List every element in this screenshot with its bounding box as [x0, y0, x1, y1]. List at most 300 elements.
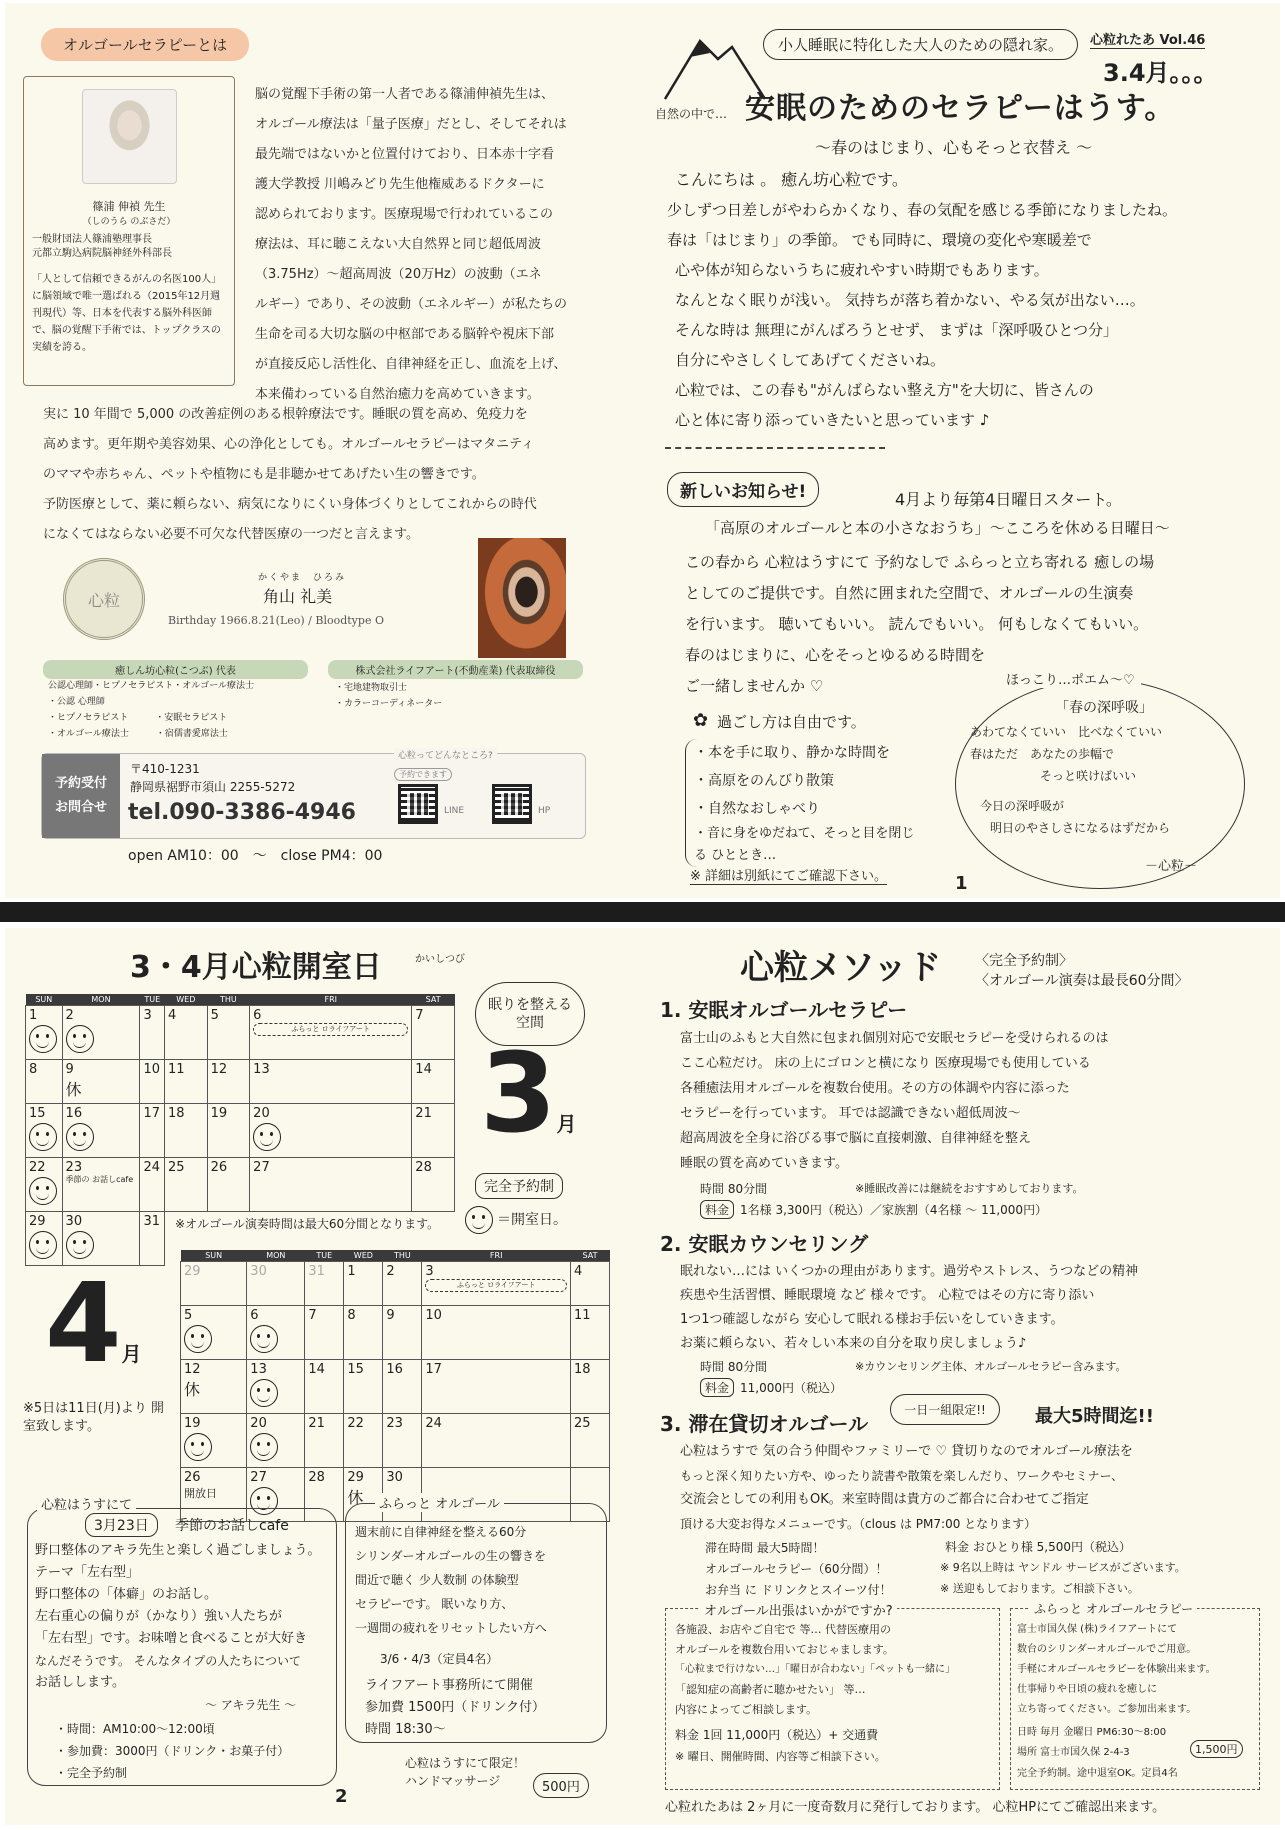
- owner-ruby: かくやま ひろみ: [258, 573, 347, 583]
- cal-day: 1: [344, 1261, 383, 1305]
- cal-day: 5: [207, 1005, 250, 1059]
- cal-day: 8: [26, 1059, 63, 1103]
- calendar-title-ruby: かいしつび: [415, 954, 465, 965]
- poem-tag: ほっこり…ポエム～♡: [1000, 669, 1141, 688]
- cal-day: 28: [412, 1157, 455, 1211]
- intro-line: ルギー）であり、その波動（エネルギー）が私たちの: [255, 297, 568, 312]
- poem-line: 今日の深呼吸が: [980, 799, 1065, 813]
- cal-day: 14: [412, 1059, 455, 1103]
- march-calendar: [25, 994, 455, 1266]
- poem-sign: －心粒－: [1145, 859, 1198, 874]
- yoyaku-tag: 完全予約制: [475, 1173, 563, 1199]
- cal-day-open[interactable]: 1: [26, 1005, 63, 1059]
- booking-tel[interactable]: tel.090-3386-4946: [128, 800, 356, 825]
- page-number-2: 2: [335, 1786, 348, 1807]
- cal-day: 31: [140, 1211, 165, 1265]
- furatto-line: 富士市国久保 (株)ライフアートにて: [1017, 1624, 1178, 1635]
- s3-note-1: ※ 9名以上時は ヤンドル サービスがございます。: [940, 1561, 1186, 1574]
- cafe-lines: [35, 1540, 335, 1694]
- poem-line: 明日のやさしさになるはずだから: [990, 821, 1171, 835]
- cal-day-prev: 29: [181, 1261, 247, 1305]
- cafe-line: なんだそうです。 そんなタイプの人たちについて: [35, 1654, 302, 1668]
- s2-time-note: ※カウンセリング主体、オルゴールセラピー含みます。: [855, 1360, 1127, 1373]
- s3-line: 頂ける大変お得なメニューです。（clous は PM7:00 となります）: [680, 1517, 1037, 1531]
- booking-note: 心粒ってどんなところ?: [394, 748, 497, 761]
- cal-day-open[interactable]: 13: [247, 1359, 305, 1413]
- doctor-role1: 一般財団法人篠浦塾理事長: [32, 234, 152, 245]
- s2-fee-text: 11,000円（税込）: [740, 1381, 843, 1395]
- cafe-line: 野口整体の「体癖」のお話し。: [35, 1587, 218, 1602]
- cal-day: 14: [305, 1359, 344, 1413]
- page-number-1: 1: [955, 873, 968, 894]
- profile-box: [23, 76, 235, 386]
- hp-label: HP: [538, 806, 551, 816]
- cal-day-event[interactable]: 6 ふらっと ロライフアート: [250, 1005, 412, 1059]
- s2-fee: [700, 1378, 842, 1397]
- news-free: 過ごし方は自由です。: [717, 713, 866, 731]
- s3-item: オルゴールセラピー（60分間）！: [705, 1562, 888, 1576]
- doctor-name: 篠浦 伸禎 先生: [92, 200, 166, 213]
- trip-head: オルゴール出張はいかがですか?: [700, 1600, 897, 1619]
- cal-day: 9: [383, 1305, 422, 1359]
- news-item: ・高原をのんびり散策: [694, 773, 834, 789]
- letter-line: 心や体が知らないうちに疲れやすい時期でもあります。: [675, 261, 1049, 279]
- intro-text: [255, 80, 585, 410]
- hp-qr-icon[interactable]: [492, 784, 532, 824]
- orgel-venue: ライフアート事務所にて開催: [365, 1678, 533, 1693]
- letter-line: 春は「はじまり」の季節。 でも同時に、環境の変化や寒暖差で: [667, 231, 1092, 249]
- cal-day: 8: [344, 1305, 383, 1359]
- furatto-price: 1,500円: [1190, 1740, 1243, 1758]
- orgel-fee: 参加費 1500円（ドリンク付）: [365, 1700, 545, 1715]
- event-note: ふらっと ロライフアート: [253, 1023, 408, 1036]
- section-pill: オルゴールセラピーとは: [41, 28, 249, 61]
- clover-icon: ✿: [693, 710, 709, 731]
- smile-icon: [29, 1177, 57, 1205]
- s3-item: 滞在時間 最大5時間！: [705, 1541, 825, 1555]
- cal-day: 4: [165, 1005, 208, 1059]
- furatto-line: 手軽にオルゴールセラピーを体験出来ます。: [1017, 1664, 1216, 1675]
- cal-day-open[interactable]: 6: [247, 1305, 305, 1359]
- day-header: THU: [383, 1250, 422, 1261]
- booking-addr: 静岡県裾野市須山 2255-5272: [130, 780, 296, 794]
- day-header: THU: [207, 994, 250, 1005]
- intro-line: 最先端ではないかと位置付けており、日本赤十字看: [255, 147, 555, 162]
- s1-line: 各種癒法用オルゴールを複数台使用。その方の体調や内容に添った: [680, 1081, 1070, 1096]
- day-header: FRI: [250, 994, 412, 1005]
- s3-note-2: ※ 送迎もしております。ご相談下さい。: [940, 1582, 1139, 1595]
- s3-body: [680, 1440, 1270, 1536]
- cal-day: 7: [412, 1005, 455, 1059]
- cafe-time: ・時間：AM10:00～12:00頃: [55, 1722, 215, 1736]
- calendar-column: [5, 928, 635, 1825]
- qual-item: 公認心理師・ヒプノセラピスト・オルゴール療法士: [48, 681, 255, 691]
- cafe-sign: ～ アキラ先生 ～: [205, 1698, 297, 1712]
- legend: [465, 1204, 567, 1234]
- smile-icon: [184, 1433, 212, 1461]
- day-header: FRI: [422, 1250, 571, 1261]
- cal-day: 19: [207, 1103, 250, 1157]
- owner-birth: Birthday 1966.8.21(Leo) / Bloodtype O: [168, 614, 384, 627]
- intro-line: 本来備わっている自然治癒力を高めていきます。: [255, 387, 540, 402]
- cafe-tag: 心粒はうすにて: [37, 1494, 136, 1513]
- furatto-lines: [1017, 1620, 1257, 1720]
- day-header: SUN: [181, 1250, 247, 1261]
- trip-fee: 料金 1回 11,000円（税込）+ 交通費: [675, 1728, 879, 1742]
- orgel-dates: 3/6・4/3（定員4名）: [380, 1652, 499, 1666]
- cafe-fee: ・参加費：3000円（ドリンク・お菓子付）: [55, 1744, 290, 1758]
- letter-body: [667, 165, 1265, 435]
- method-column: [645, 928, 1275, 1825]
- orgel-line: シリンダーオルゴールの生の響きを: [355, 1549, 547, 1563]
- logo-text: 心粒: [87, 590, 120, 610]
- qual-item: ・宅地建物取引士: [335, 683, 408, 693]
- cafe-line: 野口整体のアキラ先生と楽しく過ごしましょう。: [35, 1543, 321, 1558]
- intro-line: オルゴール療法は「量子医療」だとし、そしてそれは: [255, 117, 567, 132]
- cal-day: 11: [165, 1059, 208, 1103]
- cal-day: 27: [250, 1157, 412, 1211]
- letter-line: 少しずつ日差しがやわらかくなり、春の気配を感じる季節になりましたね。: [667, 201, 1178, 219]
- smile-icon: [66, 1231, 94, 1259]
- s2-body: [680, 1260, 1270, 1356]
- cafe-line: お話しします。: [35, 1675, 125, 1690]
- orgel-line: セラピーです。 眠いなり方、: [355, 1597, 514, 1611]
- cal-day: 17: [140, 1103, 165, 1157]
- cafe-head: 季節のお話しcafe: [175, 1518, 289, 1534]
- cal-day-prev: 30: [247, 1261, 305, 1305]
- day-header: SUN: [26, 994, 63, 1005]
- footer-note: 心粒れたあは 2ヶ月に一度奇数月に発行しております。 心粒HPにてご確認出来ます。: [665, 1800, 1166, 1815]
- smile-icon: [250, 1379, 278, 1407]
- news-tag: 新しいお知らせ!: [667, 472, 819, 507]
- s1-body: [680, 1026, 1270, 1176]
- cal-day: 10: [140, 1059, 165, 1103]
- legend-text: ＝開室日。: [497, 1212, 567, 1228]
- quals-right: [335, 680, 575, 712]
- cal-day: 3: [140, 1005, 165, 1059]
- trip-line: 「心粒まで行けない…」「曜日が合わない」「ペットも一緒に」: [675, 1664, 955, 1675]
- body-text: [43, 400, 588, 550]
- s1-line: ここ心粒だけ。 床の上にゴロンと横になり 医療現場でも使用している: [680, 1056, 1091, 1071]
- owner-name: 角山 礼美: [263, 587, 333, 606]
- letter-line: 心と体に寄り添っていきたいと思っています ♪: [675, 411, 990, 429]
- news-line: 春のはじまりに、心をそっとゆるめる時間を: [685, 646, 986, 664]
- intro-line: 護大学教授 川嶋みどり先生他権威あるドクターに: [255, 177, 545, 192]
- event-note: 季節の お話しcafe: [65, 1174, 134, 1184]
- cal-day: 24: [140, 1157, 165, 1211]
- cal-day-open-day[interactable]: 26 開放日: [181, 1467, 247, 1521]
- news-line: ご一緒しませんか ♡: [685, 677, 824, 695]
- body-line: になくてはならない必要不可欠な代替医療の一つだと言えます。: [43, 527, 419, 542]
- cal-day: 10: [422, 1305, 571, 1359]
- s1-fee: [700, 1200, 1047, 1219]
- s1-time: 時間 80分間: [700, 1182, 768, 1196]
- header-nature: 自然の中で…: [655, 107, 728, 121]
- smile-icon: [29, 1231, 57, 1259]
- closed-mark: 休: [347, 1487, 364, 1507]
- doctor-role2: 元都立駒込病院脳神経外科部長: [32, 248, 172, 259]
- cal-day: 16: [383, 1359, 422, 1413]
- subtitle: ～春のはじまり、心もそっと衣替え ～: [815, 138, 1093, 157]
- body-line: 高めます。更年期や美容効果、心の浄化としても。オルゴールセラピーはマタニティ: [43, 437, 535, 452]
- booking-note2: 予約できます: [394, 768, 452, 781]
- letter-line: 心粒では、この春も"がんばらない整え方"を大切に、皆さんの: [675, 381, 1094, 399]
- intro-line: （3.75Hz）～超高周波（20万Hz）の波動（エネ: [255, 267, 542, 282]
- furatto-line: 数台のシリンダーオルゴールでご用意。: [1017, 1644, 1197, 1655]
- day-header: MON: [247, 1250, 305, 1261]
- cal-day-open[interactable]: 27: [247, 1467, 305, 1521]
- s2-head: 2. 安眠カウンセリング: [660, 1232, 869, 1256]
- main-title: 安眠のためのセラピーはうす。: [745, 91, 1176, 126]
- cal-day-open[interactable]: 22: [26, 1157, 63, 1211]
- day-header: TUE: [305, 1250, 344, 1261]
- s2-line: 眠れない…には いくつかの理由があります。過労やストレス、うつなどの精神: [680, 1264, 1139, 1279]
- newsletter-page-1: [5, 3, 1280, 898]
- s3-line: もっと深く知りたい方や、ゆったり読書や散策を楽しんだり、ワークやセミナー、: [680, 1469, 1124, 1483]
- right-column: [645, 17, 1270, 894]
- smile-icon: [465, 1206, 493, 1234]
- trip-line: 各施設、お店やご自宅で 等… 代替医療用の: [675, 1623, 891, 1636]
- trip-line: オルゴールを複数台用いておじゃまします。: [675, 1643, 894, 1656]
- cal-day-open[interactable]: 16: [62, 1103, 140, 1157]
- s1-line: セラピーを行っています。 耳では認識できない超低周波～: [680, 1106, 1021, 1121]
- news-item: ・自然なおしゃべり: [694, 801, 820, 817]
- intro-line: 療法は、耳に聴こえない大自然界と同じ超低周波: [255, 237, 542, 252]
- booking-label1: 予約受付: [54, 776, 107, 791]
- intro-line: が直接反応し活性化、自律神経を正し、血流を上げ、: [255, 357, 567, 372]
- calendar-title: 3・4月心粒開室日: [130, 950, 382, 985]
- furatto-day: 日時 毎月 金曜日 PM6:30～8:00: [1017, 1727, 1167, 1738]
- cal-day: 11: [570, 1305, 609, 1359]
- body-line: 実に 10 年間で 5,000 の改善症例のある根幹療法です。睡眠の質を高め、免疫力を: [43, 407, 528, 422]
- line-label: LINE: [444, 806, 465, 816]
- smile-icon: [29, 1123, 57, 1151]
- s3-fee: 料金 おひとり様 5,500円（税込）: [945, 1540, 1131, 1554]
- orgel-line: 一週間の疲れをリセットしたい方へ: [355, 1621, 547, 1635]
- day-header: WED: [344, 1250, 383, 1261]
- method-max: 〈オルゴール演奏は最長60分間〉: [975, 973, 1189, 989]
- qual-item: ・カラーコーディネーター: [335, 699, 443, 709]
- cal-day: 2: [383, 1261, 422, 1305]
- big-month-3: 3月: [480, 1029, 577, 1157]
- qual-item: ・オルゴール療法士 ・宿儒書愛席法士: [48, 729, 228, 739]
- issue-date: 3.4月。。。: [1103, 59, 1218, 87]
- method-title: 心粒メソッド: [740, 948, 942, 988]
- header-tag: 小人睡眠に特化した大人のための隠れ家。: [763, 29, 1078, 60]
- cal-day-closed: 29 休: [344, 1467, 383, 1521]
- s1-time-note: ※睡眠改善には継続をおすすめしております。: [855, 1182, 1084, 1195]
- poem-title: 「春の深呼吸」: [1055, 700, 1153, 716]
- orgel-line: 間近で聴く 少人数制 の体験型: [355, 1573, 519, 1587]
- cal-day: 23: [383, 1413, 422, 1467]
- news-line: この春から 心粒はうすにて 予約なしで ふらっと立ち寄れる 癒しの場: [685, 553, 1155, 571]
- closed-mark: 休: [184, 1379, 201, 1399]
- s2-time: 時間 80分間: [700, 1360, 768, 1374]
- smile-icon: [250, 1325, 278, 1353]
- intro-line: 脳の覚醒下手術の第一人者である篠浦伸禎先生は、: [255, 87, 555, 102]
- cal-day: 24: [422, 1413, 571, 1467]
- fee-label: 料金: [700, 1200, 734, 1219]
- trip-line: 内容によってご相談します。: [675, 1703, 818, 1716]
- cafe-date: 3月23日: [85, 1513, 158, 1537]
- news-line: を行います。 聴いてもいい。 読んでもいい。 何もしなくてもいい。: [685, 615, 1149, 633]
- s3-items: [705, 1538, 935, 1601]
- hours: open AM10：00 ～ close PM4：00: [128, 848, 383, 864]
- day-header: TUE: [140, 994, 165, 1005]
- smile-icon: [253, 1123, 281, 1151]
- news-item: ・音に身をゆだねて、そっと目を閉じる ひととき…: [694, 826, 915, 863]
- s1-head: 1. 安眠オルゴールセラピー: [660, 998, 908, 1022]
- news-item: ・本を手に取り、静かな時間を: [694, 745, 890, 761]
- doctor-reading: （しのうら のぶさだ）: [82, 217, 176, 227]
- orgel-time: 時間 18:30～: [365, 1722, 446, 1737]
- poem-line: 春はただ あなたの歩幅で: [970, 747, 1115, 761]
- poem-line: あわてなくていい 比べなくていい: [970, 725, 1163, 739]
- cal-day: 28: [305, 1467, 344, 1521]
- big-month-4: 4月: [45, 1259, 142, 1387]
- intro-line: 認められております。医療現場で行われているこの: [255, 207, 553, 222]
- poem-line: そっと咲けばいい: [1040, 769, 1137, 783]
- cal-day-open[interactable]: 20: [247, 1413, 305, 1467]
- qual-item: ・ヒプノセラピスト ・安眠セラピスト: [48, 713, 228, 723]
- trip-lines: [675, 1620, 995, 1720]
- cal-day-open[interactable]: 5: [181, 1305, 247, 1359]
- furatto-head: ふらっと オルゴールセラピー: [1030, 1600, 1197, 1617]
- cal-day-open[interactable]: 15: [26, 1103, 63, 1157]
- body-line: 予防医療として、薬に頼らない、病気になりにくい身体づくりとしてこれからの時代: [43, 497, 537, 512]
- quals-left: [48, 678, 318, 742]
- furatto-note: 完全予約制。途中退室OK。定員4名: [1017, 1768, 1178, 1779]
- news-title: 「高原のオルゴールと本の小さなおうち」～こころを休める日曜日～: [705, 519, 1170, 537]
- orgel-line: 週末前に自律神経を整える60分: [355, 1525, 527, 1539]
- s2-line: お薬に頼らない、若々しい本来の自分を取り戻しましょう♪: [680, 1336, 1027, 1351]
- s3-line: 心粒はうすで 気の合う仲間やファミリーで ♡ 貸切りなのでオルゴール療法を: [680, 1444, 1133, 1459]
- cal-day-open[interactable]: 2: [62, 1005, 140, 1059]
- cal-day: 18: [165, 1103, 208, 1157]
- cal-day-event[interactable]: 3 ふらっと ロライフアート: [422, 1261, 571, 1305]
- cal-day-closed: 9 休: [62, 1059, 140, 1103]
- poem-lines: [970, 721, 1240, 839]
- cal-day-open[interactable]: 20: [250, 1103, 412, 1157]
- news-line: としてのご提供です。自然に囲まれた空間で、オルゴールの生演奏: [685, 584, 1134, 602]
- s1-line: 富士山のふもと大自然に包まれ個別対応で安眠セラピーを受けられるのは: [680, 1031, 1109, 1046]
- cal-day-event[interactable]: 23 季節の お話しcafe: [62, 1157, 140, 1211]
- orgel-tag: ふらっと オルゴール: [375, 1493, 504, 1512]
- trip-note: ※ 曜日、開催時間、内容等ご相談下さい。: [675, 1750, 886, 1763]
- bubble-cloud: 眠りを整える空間: [475, 982, 585, 1046]
- day-header: MON: [62, 994, 140, 1005]
- smile-icon: [29, 1025, 57, 1053]
- newsletter-page-2: [5, 928, 1280, 1825]
- s3-item: お弁当 に ドリンクとスイーツ付！: [705, 1583, 892, 1597]
- cal-day: 21: [412, 1103, 455, 1157]
- april-calendar: [180, 1250, 610, 1522]
- cal-day: 17: [422, 1359, 571, 1413]
- dashed-divider: [665, 447, 885, 449]
- cal-day: 25: [165, 1157, 208, 1211]
- cal-day-open[interactable]: 19: [181, 1413, 247, 1467]
- cal-note: ※オルゴール演奏時間は最大60分間となります。: [175, 1216, 440, 1231]
- cal-day-prev: 31: [305, 1261, 344, 1305]
- cal-day: 13: [250, 1059, 412, 1103]
- event-note: ふらっと ロライフアート: [425, 1279, 567, 1292]
- cafe-line: 「左右型」です。お味噌と食べることが大好き: [35, 1631, 307, 1646]
- news-detail: ※ 詳細は別紙にてご確認下さい。: [690, 865, 887, 885]
- smile-icon: [250, 1433, 278, 1461]
- orgel-lines: [355, 1520, 605, 1640]
- s1-fee-text: 1名様 3,300円（税込）／家族割（4名様 ～ 11,000円）: [740, 1203, 1048, 1217]
- massage-note: 心粒はうすにて限定！ハンドマッサージ: [405, 1756, 526, 1788]
- cal-day: 15: [344, 1359, 383, 1413]
- doctor-desc: 「人として信頼できるがんの名医100人」に脳領域で唯一選ばれる（2015年12月週刊現代）等、日本を代表する脳外科医師で、脳の覚醒下手術では、トップクラスの実績を誇る。: [32, 274, 222, 353]
- closed-mark: 休: [65, 1079, 82, 1099]
- method-res: 〈完全予約制〉: [975, 953, 1073, 969]
- cal-day: 12: [207, 1059, 250, 1103]
- left-column: [23, 28, 583, 888]
- cal-day: 22: [344, 1413, 383, 1467]
- open-day-mark: 開放日: [184, 1486, 217, 1500]
- page-divider: [0, 902, 1285, 922]
- booking-label: [42, 754, 120, 838]
- smile-icon: [66, 1025, 94, 1053]
- furatto-line: 立ち寄ってください。ご参加出来ます。: [1017, 1704, 1197, 1715]
- massage-price: 500円: [533, 1773, 589, 1798]
- news-start: 4月より毎第4日曜日スタート。: [895, 490, 1122, 509]
- cal-day: 21: [305, 1413, 344, 1467]
- s2-line: 疾患や生活習慣、睡眠環境 など 様々です。 心粒ではその方に寄り添い: [680, 1288, 1095, 1303]
- s1-line: 睡眠の質を高めていきます。: [680, 1156, 848, 1171]
- letter-line: そんな時は 無理にがんばろうとせず、 まずは「深呼吸ひとつ分」: [675, 321, 1119, 339]
- cafe-res: ・完全予約制: [55, 1766, 128, 1780]
- s3-line: 交流会としての利用もOK。来室時間は貴方のご都合に合わせてご指定: [680, 1492, 1089, 1507]
- day-header: WED: [165, 994, 208, 1005]
- cal-day: 7: [305, 1305, 344, 1359]
- booking-box: [41, 753, 586, 839]
- smile-icon: [184, 1325, 212, 1353]
- cal-day: 4: [570, 1261, 609, 1305]
- april-note: ※5日は11日(月)より 開室致します。: [23, 1401, 164, 1434]
- cal-day-open[interactable]: 29: [26, 1211, 63, 1265]
- cal-day-open[interactable]: 30: [62, 1211, 140, 1265]
- body-line: のママや赤ちゃん、ペットや植物にも是非聴かせてあげたい生の響きです。: [43, 467, 485, 482]
- trip-line: 「認知症の高齢者に聴かせたい」 等…: [675, 1683, 866, 1696]
- cafe-line: テーマ「左右型」: [35, 1565, 140, 1580]
- letter-line: 自分にやさしくしてあげてくださいね。: [675, 351, 946, 369]
- doctor-photo: [82, 89, 177, 184]
- cal-day: 18: [570, 1359, 609, 1413]
- cal-day: 30: [383, 1467, 422, 1521]
- smile-icon: [66, 1123, 94, 1151]
- fee-label: 料金: [700, 1378, 734, 1397]
- band-right: 株式会社ライフアート(不動産業) 代表取締役: [328, 660, 583, 679]
- s2-line: 1つ1つ確認しながら 安心して眠れる様お手伝いをしていきます。: [680, 1312, 1064, 1327]
- booking-zip: 〒410-1231: [130, 762, 200, 776]
- s3-max: 最大5時間迄!!: [1035, 1406, 1154, 1427]
- letter-line: こんにちは 。 癒ん坊心粒です。: [675, 170, 908, 189]
- s1-line: 超高周波を全身に浴びる事で脳に直接刺激、自律神経を整え: [680, 1131, 1032, 1146]
- logo-seal: [63, 558, 145, 640]
- qual-item: ・公認 心理師: [48, 697, 105, 707]
- intro-line: 生命を司る大切な脳の中枢部である脳幹や視床下部: [255, 327, 555, 342]
- s3-badge: 一日一組限定!!: [890, 1394, 1000, 1425]
- letter-line: なんとなく眠りが浅い。 気持ちが落ち着かない、やる気が出ない…。: [675, 291, 1145, 309]
- news-items-box: [685, 739, 920, 867]
- line-qr-icon[interactable]: [398, 784, 438, 824]
- cal-day: 25: [570, 1413, 609, 1467]
- s3-head: 3. 滞在貸切オルゴール: [660, 1412, 869, 1436]
- furatto-place: 場所 富士市国久保 2-4-3: [1017, 1747, 1130, 1758]
- booking-label2: お問合せ: [54, 800, 107, 815]
